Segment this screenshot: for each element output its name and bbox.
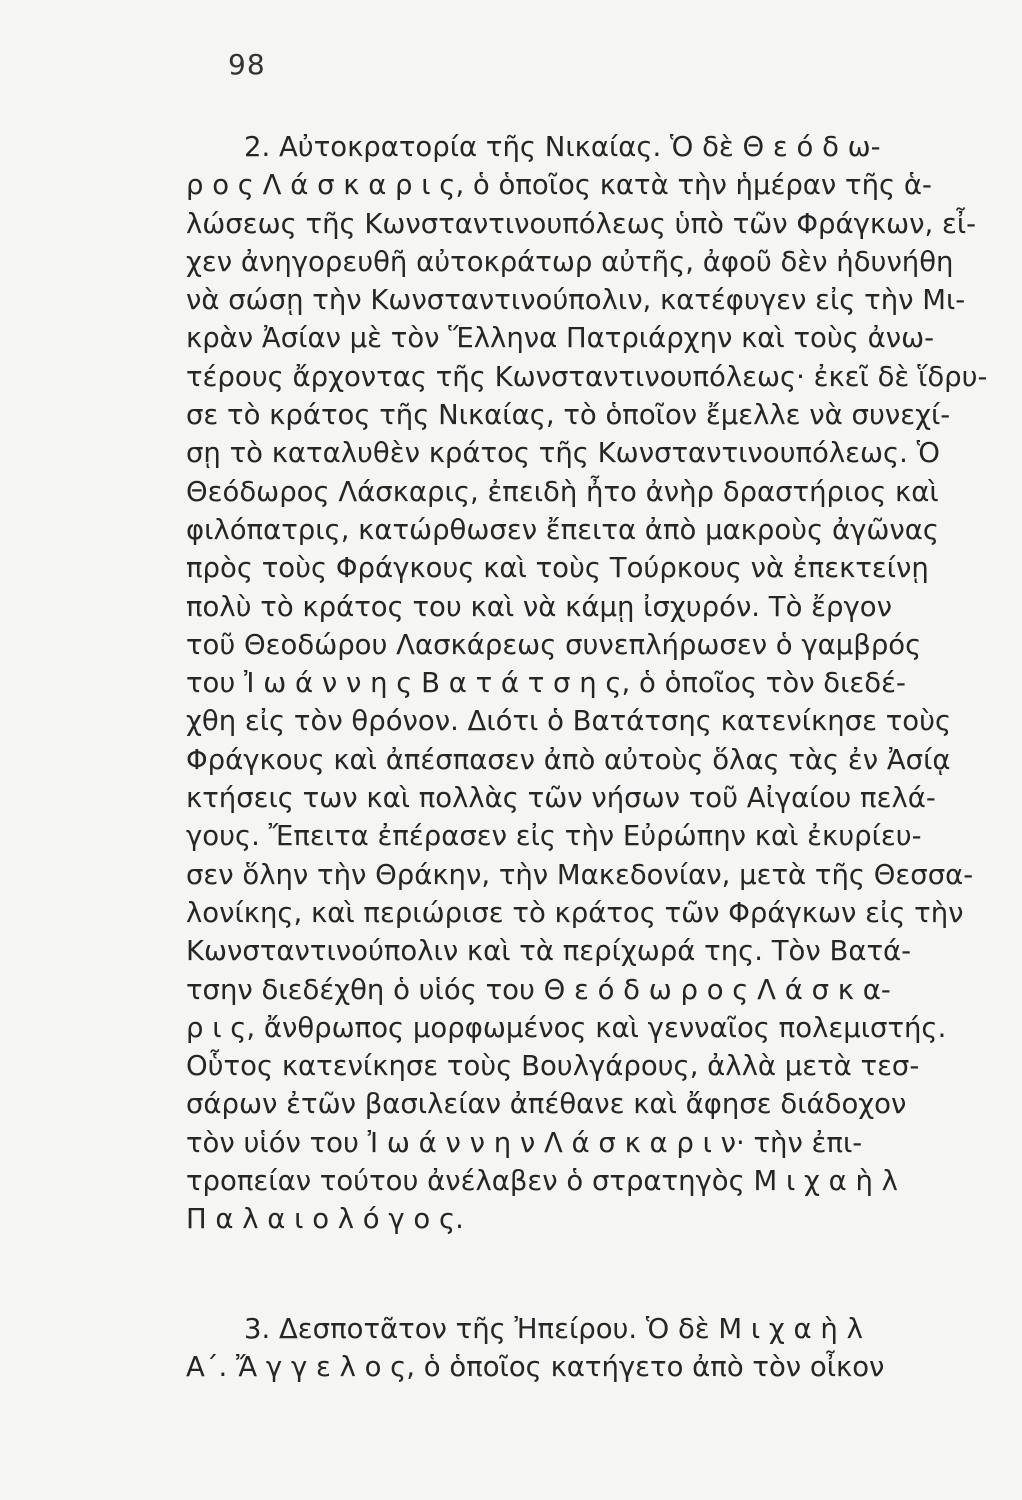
text-line: τροπείαν τούτου ἀνέλαβεν ὁ στρατηγὸς Μ ι χ α ὴ λ bbox=[186, 1165, 898, 1198]
text-line: λώσεως τῆς Κωνσταντινουπόλεως ὑπὸ τῶν Φράγκων, εἶ- bbox=[186, 207, 977, 240]
text-line: Φράγκους καὶ ἀπέσπασεν ἀπὸ αὐτοὺς ὅλας τὰς ἐν Ἀσίᾳ bbox=[186, 743, 951, 776]
text-line: ρ ο ς Λ ά σ κ α ρ ι ς, ὁ ὁποῖος κατὰ τὴν ἡμέραν τῆς ἁ- bbox=[186, 169, 932, 202]
text-line: σεν ὅλην τὴν Θράκην, τὴν Μακεδονίαν, μετὰ τῆς Θεσσα- bbox=[186, 858, 974, 891]
text-line: νὰ σώσῃ τὴν Κωνσταντινούπολιν, κατέφυγεν εἰς τὴν Μι- bbox=[186, 284, 966, 317]
text-line: γους. Ἔπειτα ἐπέρασεν εἰς τὴν Εὐρώπην καὶ ἐκυρίευ- bbox=[186, 820, 922, 853]
text-line: Κωνσταντινούπολιν καὶ τὰ περίχωρά της. Τὸν Βατά- bbox=[186, 935, 912, 968]
text-line: Θεόδωρος Λάσκαρις, ἐπειδὴ ἦτο ἀνὴρ δραστήριος καὶ bbox=[186, 475, 939, 508]
text-line: ρ ι ς, ἄνθρωπος μορφωμένος καὶ γενναῖος πολεμιστής. bbox=[186, 1011, 947, 1044]
text-line: Οὗτος κατενίκησε τοὺς Βουλγάρους, ἀλλὰ μετὰ τεσ- bbox=[186, 1050, 920, 1083]
text-line: Π α λ α ι ο λ ό γ ο ς. bbox=[186, 1203, 464, 1236]
text-line: κρὰν Ἀσίαν μὲ τὸν Ἕλληνα Πατριάρχην καὶ τοὺς ἀνω- bbox=[186, 322, 935, 355]
text-line: σῃ τὸ καταλυθὲν κράτος τῆς Κωνσταντινουπόλεως. Ὁ bbox=[186, 437, 940, 470]
section-despotate-of-epirus bbox=[186, 1310, 972, 1387]
text-line: χεν ἀνηγορευθῆ αὐτοκράτωρ αὐτῆς, ἀφοῦ δὲν ἠδυνήθη bbox=[186, 245, 954, 278]
text-line: λονίκης, καὶ περιώρισε τὸ κράτος τῶν Φράγκων εἰς τὴν bbox=[186, 896, 964, 929]
text-line: τοῦ Θεοδώρου Λασκάρεως συνεπλήρωσεν ὁ γαμβρός bbox=[186, 628, 922, 661]
text-line: χθη εἰς τὸν θρόνον. Διότι ὁ Βατάτσης κατενίκησε τοὺς bbox=[186, 705, 952, 738]
text-line: 2. Αὐτοκρατορία τῆς Νικαίας. Ὁ δὲ Θ ε ό δ ω- bbox=[244, 131, 881, 163]
text-line: κτήσεις των καὶ πολλὰς τῶν νήσων τοῦ Αἰγαίου πελά- bbox=[186, 782, 936, 815]
text-line: φιλόπατρις, κατώρθωσεν ἔπειτα ἀπὸ μακροὺς ἀγῶνας bbox=[186, 513, 940, 546]
text-line: Α΄. Ἄ γ γ ε λ ο ς, ὁ ὁποῖος κατήγετο ἀπὸ τὸν οἶκον bbox=[186, 1351, 885, 1384]
text-line: τσην διεδέχθη ὁ υἱός του Θ ε ό δ ω ρ ο ς Λ ά σ κ α- bbox=[186, 973, 891, 1006]
text-line: σε τὸ κράτος τῆς Νικαίας, τὸ ὁποῖον ἔμελλε νὰ συνεχί- bbox=[186, 399, 951, 432]
text-line: σάρων ἐτῶν βασιλείαν ἀπέθανε καὶ ἄφησε διάδοχον bbox=[186, 1088, 907, 1121]
page-number: 98 bbox=[228, 48, 266, 81]
text-line: πρὸς τοὺς Φράγκους καὶ τοὺς Τούρκους νὰ ἐπεκτείνῃ bbox=[186, 552, 929, 585]
text-line: του Ἰ ω ά ν ν η ς Β α τ ά τ σ η ς, ὁ ὁποῖος τὸν διεδέ- bbox=[186, 667, 906, 700]
text-line: τὸν υἱόν του Ἰ ω ά ν ν η ν Λ ά σ κ α ρ ι ν· τὴν ἐπι- bbox=[186, 1126, 863, 1159]
text-line: 3. Δεσποτᾶτον τῆς Ἠπείρου. Ὁ δὲ Μ ι χ α ὴ λ bbox=[244, 1313, 863, 1345]
text-line: πολὺ τὸ κράτος του καὶ νὰ κάμῃ ἰσχυρόν. Τὸ ἔργον bbox=[186, 590, 892, 623]
text-line: τέρους ἄρχοντας τῆς Κωνσταντινουπόλεως· ἐκεῖ δὲ ἵδρυ- bbox=[186, 360, 988, 393]
section-empire-of-nicaea bbox=[186, 128, 988, 1239]
